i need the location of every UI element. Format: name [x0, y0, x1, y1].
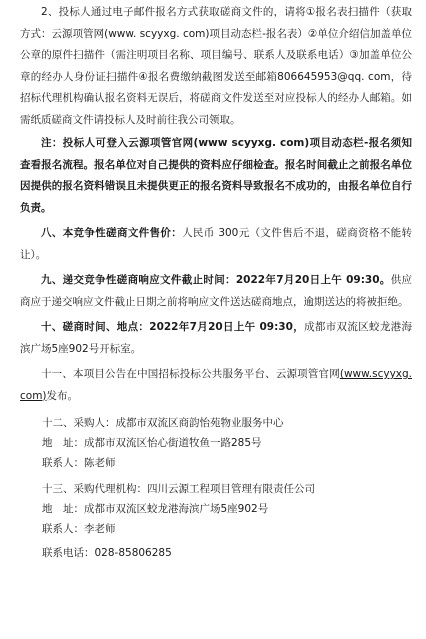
section-8: [20, 223, 412, 266]
section-10-label: 十、磋商时间、地点：2022年7月20日上午 09:30，: [41, 321, 305, 333]
website-link[interactable]: (www.scyyxg.com): [20, 368, 412, 402]
section-11-text-a: 十一、本项目公告在中国招标投标公共服务平台、云源项管官网: [41, 368, 340, 380]
agency-phone: 联系电话：028-85806285: [42, 547, 172, 559]
purchaser-title: 十二、采购人：成都市双流区商韵怡苑物业服务中心: [42, 417, 284, 429]
section-9-label: 九、递交竞争性磋商响应文件截止时间：2022年7月20日上午 09:30。: [41, 274, 391, 286]
section-10-text: 成都市双流区蛟龙港海滨广场5座902号开标室。: [20, 321, 413, 355]
agency-contact: 联系人：李老师: [42, 523, 116, 535]
agency-address: 地 址：成都市双流区蛟龙港海滨广场5座902号: [42, 503, 269, 515]
registration-note: 注：投标人可登入云源项管官网(www scyyxg. com)项目动态栏-报名须知查看报名流程。报名单位对自己提供的资料应仔细检查。报名时间截止之前报名单位因提供的报名资料错误且未提供更正的报名资料导致报名不成功的，由报名单位自行负责。: [20, 137, 412, 214]
section-8-text: 人民币 300元（文件售后不退，磋商资格不能转让）。: [20, 227, 412, 261]
section-11: [20, 364, 412, 407]
section-10: [20, 317, 412, 360]
email-registration-paragraph: 2、投标人通过电子邮件报名方式获取磋商文件的，请将①报名表扫描件（获取方式：云源项管网(www. scyyxg. com)项目动态栏-报名表）②单位介绍信加盖单位公章的原件扫描件（需注明项目名称、项目编号、联系人及联系电话）③加盖单位公章的经办人身份证扫描件④报名费缴纳截图发送至邮箱806645953@qq. com，待招标代理机构确认报名资料无误后，将磋商文件发送至对应投标人的经办人邮箱。如需纸质磋商文件请投标人及时前往我公司领取。: [20, 6, 412, 126]
agency-title: 十三、采购代理机构：四川云源工程项目管理有限责任公司: [42, 483, 315, 495]
section-9: [20, 270, 412, 313]
section-9-text: 供应商应于递交响应文件截止日期之前将响应文件送达磋商地点，逾期送达的将被拒绝。: [20, 274, 413, 308]
section-8-label: 八、本竞争性磋商文件售价：: [41, 227, 183, 239]
purchaser-contact: 联系人：陈老师: [42, 457, 116, 469]
section-11-text-b: 发布。: [46, 389, 79, 402]
purchaser-address: 地 址：成都市双流区怡心街道牧鱼一路285号: [42, 437, 262, 449]
